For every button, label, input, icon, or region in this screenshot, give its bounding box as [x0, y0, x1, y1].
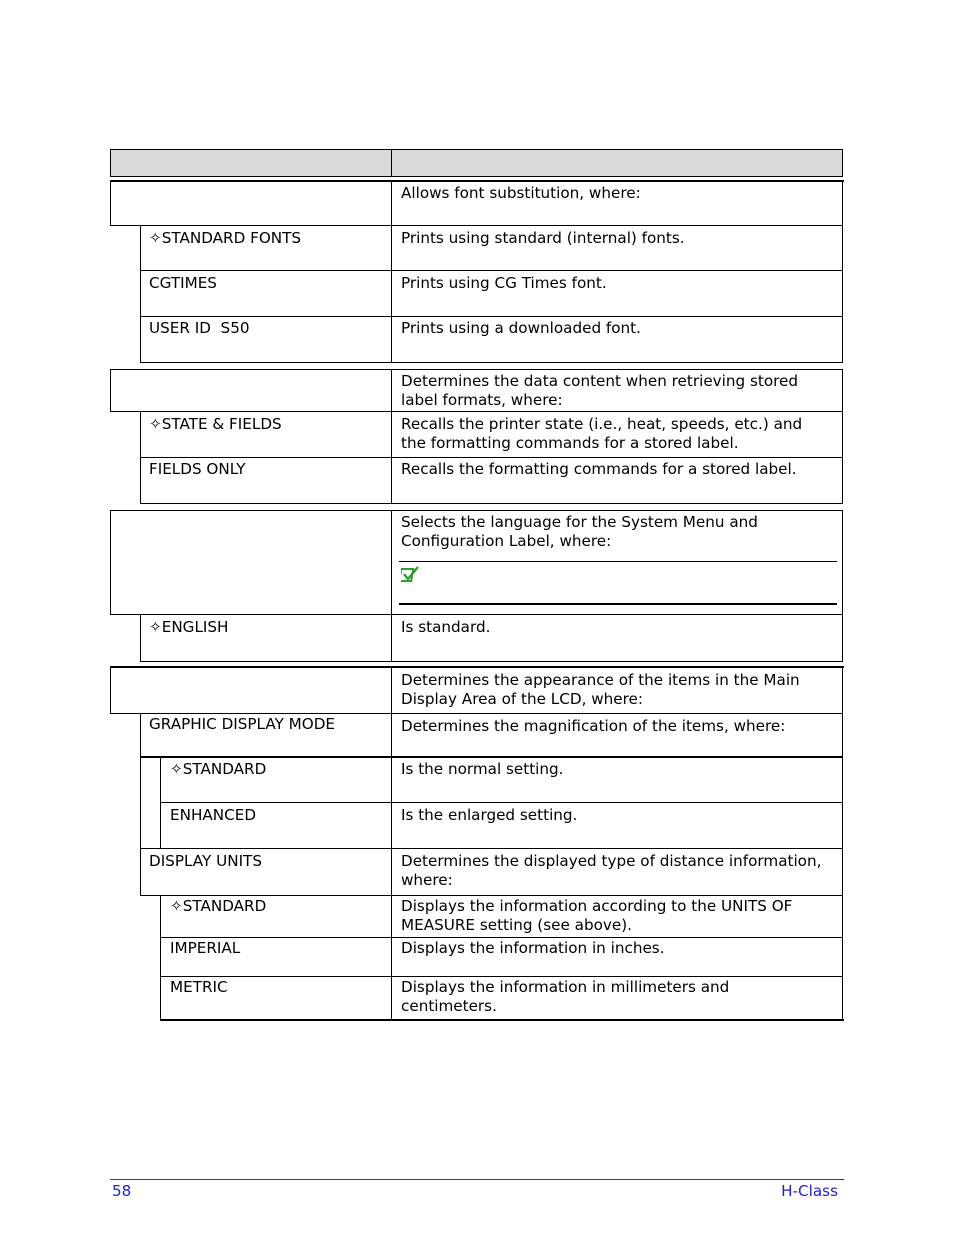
- section-right-border: [842, 180, 843, 363]
- language-desc-line1: Selects the language for the System Menu and: [401, 513, 758, 531]
- option-user-id-desc: Prints using a downloaded font.: [401, 319, 641, 337]
- column-divider: [391, 369, 392, 504]
- option-graphic-enhanced-desc: Is the enlarged setting.: [401, 806, 578, 824]
- option-units-metric-desc1: Displays the information in millimeters and: [401, 978, 730, 996]
- row-rule: [140, 661, 843, 662]
- row-rule: [140, 848, 843, 849]
- option-graphic-standard-desc: Is the normal setting.: [401, 760, 564, 778]
- section-left-border: [110, 666, 111, 714]
- row-rule: [110, 225, 843, 226]
- column-divider: [391, 180, 392, 363]
- section-right-border: [842, 369, 843, 504]
- option-user-id: USER ID S50: [149, 319, 250, 337]
- option-standard-fonts: ✧STANDARD FONTS: [149, 229, 302, 247]
- display-units-desc1: Determines the displayed type of distance information,: [401, 852, 822, 870]
- option-graphic-enhanced: ENHANCED: [170, 806, 257, 824]
- option-standard-fonts-desc: Prints using standard (internal) fonts.: [401, 229, 685, 247]
- option-state-fields: ✧STATE & FIELDS: [149, 415, 282, 433]
- page-number: 58: [112, 1182, 132, 1200]
- sub-indent-border: [140, 226, 141, 363]
- option-units-standard: ✧STANDARD: [170, 897, 267, 915]
- row-rule: [140, 316, 843, 317]
- section-left-border: [110, 510, 111, 614]
- row-rule: [140, 503, 843, 504]
- footer-rule: [110, 1179, 844, 1180]
- retrieve-desc-line2: label formats, where:: [401, 391, 563, 409]
- row-rule: [140, 362, 843, 363]
- column-divider: [391, 510, 392, 662]
- graphic-display-mode-label: GRAPHIC DISPLAY MODE: [149, 715, 336, 733]
- option-units-imperial: IMPERIAL: [170, 939, 241, 957]
- language-desc-line2: Configuration Label, where:: [401, 532, 612, 550]
- option-units-imperial-desc: Displays the information in inches.: [401, 939, 665, 957]
- section-right-border: [842, 666, 843, 1021]
- table-header-row: [110, 149, 843, 177]
- header-divider: [391, 149, 392, 177]
- option-graphic-standard: ✧STANDARD: [170, 760, 267, 778]
- row-rule: [140, 756, 843, 758]
- product-name: H-Class: [781, 1182, 838, 1200]
- retrieve-desc-line1: Determines the data content when retrieving stored: [401, 372, 799, 390]
- row-rule: [110, 614, 843, 615]
- section-top-rule: [110, 666, 844, 668]
- option-units-standard-desc1: Displays the information according to the UNITS OF: [401, 897, 793, 915]
- display-units-desc2: where:: [401, 871, 453, 889]
- option-state-fields-desc1: Recalls the printer state (i.e., heat, speeds, etc.) and: [401, 415, 803, 433]
- section-top-rule: [110, 369, 843, 370]
- display-units-label: DISPLAY UNITS: [149, 852, 262, 870]
- option-units-metric-desc2: centimeters.: [401, 997, 497, 1015]
- sub-indent-border: [140, 614, 141, 662]
- row-rule: [160, 802, 843, 803]
- section-left-border: [110, 180, 111, 226]
- checkbox-check-icon: [401, 565, 421, 583]
- graphic-display-mode-desc: Determines the magnification of the items, where:: [401, 717, 786, 735]
- row-rule: [160, 976, 843, 977]
- note-bottom-rule: [399, 603, 837, 605]
- option-units-metric: METRIC: [170, 978, 228, 996]
- sub-sub-indent-border: [160, 758, 161, 848]
- row-rule: [140, 457, 843, 458]
- font-section-description: Allows font substitution, where:: [401, 184, 641, 202]
- note-top-rule: [399, 561, 837, 562]
- row-rule: [160, 937, 843, 938]
- row-rule: [140, 895, 843, 896]
- row-rule: [110, 713, 843, 714]
- section-left-border: [110, 369, 111, 411]
- column-divider: [391, 666, 392, 1021]
- option-fields-only-desc: Recalls the formatting commands for a stored label.: [401, 460, 797, 478]
- option-units-standard-desc2: MEASURE setting (see above).: [401, 916, 632, 934]
- row-rule: [110, 411, 843, 412]
- row-rule: [140, 270, 843, 271]
- section-top-rule: [110, 180, 844, 182]
- option-state-fields-desc2: the formatting commands for a stored label.: [401, 434, 739, 452]
- table-bottom-rule: [160, 1019, 844, 1021]
- sub-indent-border: [140, 713, 141, 896]
- option-fields-only: FIELDS ONLY: [149, 460, 246, 478]
- sub-sub-indent-border: [160, 895, 161, 1021]
- option-english: ✧ENGLISH: [149, 618, 229, 636]
- section-top-rule: [110, 510, 843, 511]
- option-english-desc: Is standard.: [401, 618, 491, 636]
- display-desc-line1: Determines the appearance of the items in the Main: [401, 671, 800, 689]
- display-desc-line2: Display Area of the LCD, where:: [401, 690, 643, 708]
- option-cgtimes: CGTIMES: [149, 274, 217, 292]
- section-right-border: [842, 510, 843, 662]
- option-cgtimes-desc: Prints using CG Times font.: [401, 274, 607, 292]
